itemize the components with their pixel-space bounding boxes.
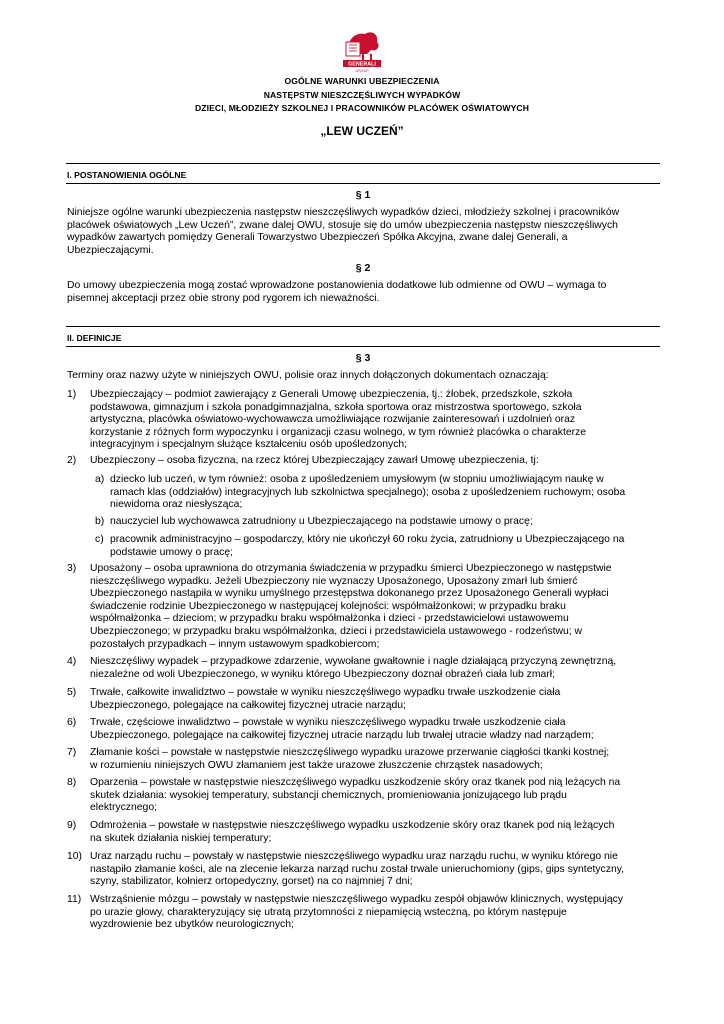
text-line: podstawowa, gimnazjum i szkoła ponadgimnazjalna, szkoła sportowa oraz mistrzostwa sportowego, szkoła (90, 401, 582, 413)
section-heading-2: II. DEFINICJE (67, 333, 122, 343)
text-line: Ubezpieczonego, polegające na całkowitej fizycznej utracie narządu lub trwałej utracie władzy nad narządem; (90, 729, 594, 741)
text-line: placówek oświatowych „Lew Uczeń”, zwane dalej OWU, stosuje się do umów ubezpieczenia następstw nieszczęśliwych (67, 219, 618, 231)
list-number: 8) (67, 777, 77, 788)
paragraph-label-3: § 3 (355, 352, 371, 364)
text-line: Ubezpieczającymi. (67, 244, 154, 256)
text-line: Do umowy ubezpieczenia mogą zostać wprowadzone postanowienia dodatkowe lub odmienne od OWU – wymaga to (67, 280, 607, 291)
text-line: wypadków zawartych pomiędzy Generali Towarzystwo Ubezpieczeń Spółka Akcyjna, zwane dalej Generali, a (67, 232, 568, 244)
definition-item (90, 851, 624, 889)
text-line: pisemnej akceptacji przez obie strony pod rygorem ich nieważności. (67, 292, 380, 304)
text-line: Uraz narządu ruchu – powstały w następstwie nieszczęśliwego wypadku uraz narządu ruchu, w wyniku którego nie (90, 851, 618, 862)
text-line: Niniejsze ogólne warunki ubezpieczenia następstw nieszczęśliwych wypadków dzieci, młodzieży szkolnej i pracowników (67, 207, 620, 218)
sublist-letter: c) (95, 534, 104, 545)
list-number: 9) (67, 820, 77, 831)
list-number: 5) (67, 687, 77, 698)
text-line: Trwałe, częściowe inwalidztwo – powstałe w wyniku nieszczęśliwego wypadku trwałe uszkodzenie ciała (90, 717, 566, 728)
text-line: pozostałych przypadkach – innym ustawowym spadkobiercom; (90, 638, 380, 650)
section-divider (66, 183, 660, 184)
text-line: elektrycznego; (90, 802, 157, 814)
doc-header-line1: OGÓLNE WARUNKI UBEZPIECZENIA (284, 76, 440, 86)
text-line: skutek działania: wysokiej temperatury, substancji chemicznych, promieniowania jonizującego lub prądu (90, 789, 567, 801)
text-line: w rozumieniu niniejszych OWU złamaniem jest także urazowe złuszczenie chrząstek nasadowych; (90, 759, 543, 771)
list-number: 3) (67, 563, 77, 574)
sublist-letter: b) (95, 516, 105, 527)
text-line: Ubezpieczony – osoba fizyczna, na rzecz której Ubezpieczający zawarł Umowę ubezpieczenia, tj: (90, 455, 539, 466)
definition-subitem (110, 516, 533, 529)
text-line: na skutek działania niskiej temperatury; (90, 832, 272, 844)
text-line: Trwałe, całkowite inwalidztwo – powstałe w wyniku nieszczęśliwego wypadku trwałe uszkodzenie ciała (90, 687, 561, 698)
sublist-letter: a) (95, 474, 105, 485)
text-line: Nieszczęśliwy wypadek – przypadkowe zdarzenie, wywołane gwałtownie i nagle działającą przyczyną zewnętrzną, (90, 656, 617, 667)
text-line: korzystanie z różnych form wypoczynku i organizacji czasu wolnego, w tym również placówka o charakterze (90, 426, 587, 438)
text-line: nauczyciel lub wychowawca zatrudniony u Ubezpieczającego na podstawie umowy o pracę; (110, 516, 533, 527)
text-line: po urazie głowy, charakteryzujący się utratą przytomności z niepamięcią wsteczną, po którym następuje (90, 906, 567, 918)
definition-item (90, 717, 594, 742)
text-line: Ubezpieczonego, polegające na całkowitej fizycznej utracie narządu; (90, 699, 406, 711)
paragraph-2 (67, 280, 606, 305)
text-line: Złamanie kości – powstałe w następstwie nieszczęśliwego wypadku urazowe przerwanie ciągłości tkanki kostnej; (90, 747, 610, 758)
text-line: świadczenie rodzinie Ubezpieczonego w następującej kolejności: współmałżonkowi; w przypadku braku (90, 600, 566, 612)
definition-item (90, 894, 623, 932)
definition-item (90, 687, 560, 712)
text-line: nieszczęśliwego wypadku. Jeżeli Ubezpieczony nie wyznaczy Uposażonego, Uposażony zmarł lub śmierć (90, 575, 578, 587)
text-line: dziecko lub uczeń, w tym również: osoba z upośledzeniem umysłowym (w stopniu umożliwiającym naukę w (110, 474, 604, 485)
text-line: Ubezpieczonego; w przypadku braku współmałżonka, dzieci i przedstawiciela ustawowego - rodzeństwu; w (90, 625, 583, 637)
list-number: 10) (67, 851, 83, 862)
text-line: pracownik administracyjno – gospodarczy, który nie ukończył 60 roku życia, zatrudniony u Ubezpieczającego na (110, 534, 625, 545)
logo-wordmark: GENERALI (348, 61, 376, 68)
doc-title: „LEW UCZEŃ” (320, 124, 404, 138)
text-line: Wstrząśnienie mózgu – powstały w następstwie nieszczęśliwego wypadku zespół objawów klinicznych, występujący (90, 894, 624, 905)
section-heading-1: I. POSTANOWIENIA OGÓLNE (67, 170, 187, 180)
text-line: artystyczna, placówka oświatowo-wychowawcza umożliwiające rozwijanie zainteresowań i uzdolnień oraz (90, 414, 576, 426)
definition-item (90, 389, 586, 452)
section-divider (66, 346, 660, 347)
text-line: niewidoma oraz niesłysząca; (110, 499, 243, 511)
definitions-intro: Terminy oraz nazwy użyte w niniejszych OWU, polisie oraz innych dołączonych dokumentach oznaczają: (67, 370, 549, 381)
paragraph-1 (67, 207, 619, 257)
generali-logo (341, 28, 383, 74)
definition-item (90, 747, 609, 772)
definition-item (90, 455, 539, 468)
definition-subitem (110, 474, 625, 512)
text-line: Odmrożenia – powstałe w następstwie nieszczęśliwego wypadku uszkodzenie skóry oraz tkanek pod nią leżących (90, 820, 615, 831)
text-line: Ubezpieczający – podmiot zawierający z Generali Umowę ubezpieczenia, tj.: żłobek, przedszkole, szkoła (90, 389, 573, 400)
list-number: 11) (67, 894, 82, 905)
doc-header-line3: DZIECI, MŁODZIEŻY SZKOLNEJ I PRACOWNIKÓW PLACÓWEK OŚWIATOWYCH (194, 103, 530, 113)
logo-subtext: GROUP (355, 69, 369, 73)
text-line: Ubezpieczonego nastąpiła w wyniku umyślnego przestępstwa dokonanego przez Uposażonego Generali wypłaci (90, 588, 609, 600)
definition-item (90, 656, 616, 681)
definition-subitem (110, 534, 624, 559)
text-line: szyny, stabilizator, kołnierz ortopedyczny, gorset) na co najmniej 7 dni; (90, 876, 413, 888)
text-line: Oparzenia – powstałe w następstwie nieszczęśliwego wypadku uszkodzenie skóry oraz tkanek pod nią leżących na (90, 777, 621, 788)
paragraph-label-1: § 1 (355, 189, 371, 201)
list-number: 2) (67, 455, 77, 466)
definition-item (90, 563, 612, 651)
list-number: 6) (67, 717, 77, 728)
list-number: 4) (67, 656, 77, 667)
doc-header-line2: NASTĘPSTW NIESZCZĘŚLIWYCH WYPADKÓW (263, 90, 461, 100)
text-line: nastąpiło złamanie kości, ale na zlecenie lekarza narząd ruchu został trwale unieruchomiony (gips, gips syntetyczny, (90, 863, 625, 875)
section-divider (66, 326, 660, 327)
text-line: integracyjnym i specjalnym służące kształceniu osób upośledzonych; (90, 439, 408, 451)
text-line: wyzdrowienie bez ubytków neurologicznych; (90, 919, 294, 931)
section-divider (66, 163, 660, 164)
text-line: współmałżonka – dzieciom; w przypadku braku współmałżonka i dzieci - przedstawicielowi ustawowemu (90, 613, 569, 625)
text-line: ramach klas (oddziałów) integracyjnych lub szkolnictwa specjalnego); osoba z upośledzeniem ruchowym; osoba (110, 486, 626, 498)
paragraph-label-2: § 2 (355, 262, 371, 274)
text-line: Uposażony – osoba uprawniona do otrzymania świadczenia w przypadku śmierci Ubezpieczonego w następstwie (90, 563, 612, 574)
list-number: 1) (67, 389, 77, 400)
list-number: 7) (67, 747, 77, 758)
definition-item (90, 777, 620, 815)
text-line: podstawie umowy o pracę; (110, 546, 234, 558)
text-line: niezależne od woli Ubezpieczonego, w wyniku którego Ubezpieczony doznał obrażeń ciała lub zmarł; (90, 668, 555, 680)
definition-item (90, 820, 614, 845)
